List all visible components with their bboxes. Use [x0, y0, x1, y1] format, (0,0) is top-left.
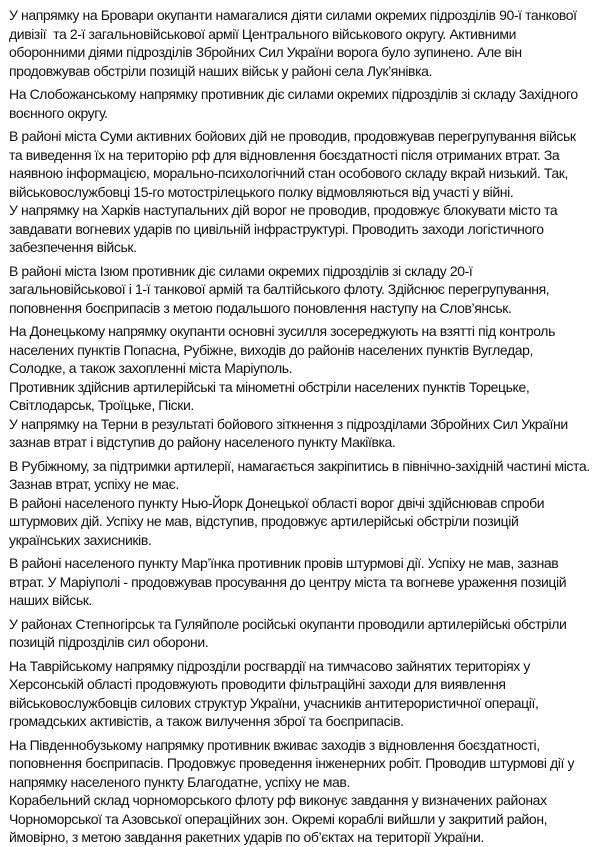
post-line: На Донецькому напрямку окупанти основні зусилля зосереджують на взятті під контроль населених пунктів Попасна, Рубіжне, виходів до районів населених пунктів Вугледар, Солодке, а також захопленні міста Маріуполь.	[9, 323, 559, 376]
post-line: На Слобожанському напрямку противник діє силами окремих підрозділів зі складу Західного воєнного округу.	[9, 86, 582, 121]
post-line: Корабельний склад чорноморського флоту рф виконує завдання у визначених районах Чорноморської та Азовської операційних зон. Окремі кораблі вийшли у закритий район, ймовірно, з метою завдання ракетних ударів по об’єктах на території України.	[9, 792, 551, 845]
post-line: Противник здійснив артилерійські та мінометні обстріли населених пунктів Торецьке, Світлодарськ, Троїцьке, Піски.	[9, 378, 533, 413]
post-line: На Таврійському напрямку підрозділи росгвардії на тимчасово зайнятих територіях у Херсонській області продовжують проводити фільтраційні заходи для виявлення військовослужбовців силових структур України, учасників антитерористичної операції, громадських активістів, а також вилучення зброї та боєприпасів.	[9, 657, 542, 729]
post-line: В районі населеного пункту Нью-Йорк Донецької області ворог двічі здійснював спроби штурмових дій. Успіху не мав, відступив, продовжує артилерійські обстріли позицій українських захисників.	[9, 494, 548, 548]
post-line: У напрямку на Харків наступальних дій ворог не проводив, продовжує блокувати місто та завдавати вогневих ударів по цивільній інфраструктурі. Проводить заходи логістичного забезпечення військ.	[9, 202, 561, 255]
post-line: В районі населеного пункту Мар’їнка противник провів штурмові дії. Успіху не мав, зазнав втрат. У Маріуполі - продовжував просування до центру міста та вогневе ураження позицій наших військ.	[9, 555, 570, 608]
post-line: В Рубіжному, за підтримки артилерії, намагається закріпитись в північно-західній частині міста. Зазнав втрат, успіху не має.	[9, 457, 594, 492]
post-paragraph	[9, 322, 590, 452]
post-paragraph	[9, 6, 590, 80]
post-paragraph	[9, 262, 590, 318]
post-line: У напрямку на Терни в результаті бойового зіткнення з підрозділами Збройних Сил України зазнав втрат і відступив до району населеного пункту Макіївка.	[9, 415, 572, 450]
post-line: У районах Степногірськ та Гуляйполе російські окупанти проводили артилерійські обстріли позицій підрозділів сил оборони.	[9, 615, 570, 650]
post-paragraph	[9, 554, 590, 610]
post-paragraph	[9, 127, 590, 257]
post-paragraph	[9, 85, 590, 122]
post-paragraph	[9, 615, 590, 652]
post-line: У напрямку на Бровари окупанти намагалися діяти силами окремих підрозділів 90-ї танкової дивізії та 2-ї загальновійськової армії Центрального військового округу. Активними оборонними діями підрозділів Збройних Сил України ворога було зупинено. Але він продовжував обстріли позицій наших військ у районі села Лук’янівка.	[9, 7, 581, 79]
post-line: В районі міста Суми активних бойових дій не проводив, продовжував перегрупування військ та виведення їх на територію рф для відновлення боєздатності після отриманих втрат. За наявною інформацією, морально-психологічний стан особового складу вкрай низький. Так, військовослужбовці 15-го мотострілецького полку відмовляються від участі у війні.	[9, 128, 580, 200]
post-line: В районі міста Ізюм противник діє силами окремих підрозділів зі складу 20-ї загальновійськової і 1-ї танкової армій та балтійського флоту. Здійснює перегрупування, поповнення боєприпасів з метою подальшого поновлення наступу на Слов’янськ.	[9, 262, 553, 316]
post-paragraph	[9, 657, 590, 731]
post-paragraph	[9, 736, 590, 847]
post-paragraph	[9, 457, 594, 550]
post-line: На Південнобузькому напрямку противник вживає заходів з відновлення боєздатності, поповнення боєприпасів. Продовжує проведення інженерних робіт. Проводив штурмові дії у напрямку населеного пункту Благодатне, успіху не мав.	[9, 736, 578, 790]
